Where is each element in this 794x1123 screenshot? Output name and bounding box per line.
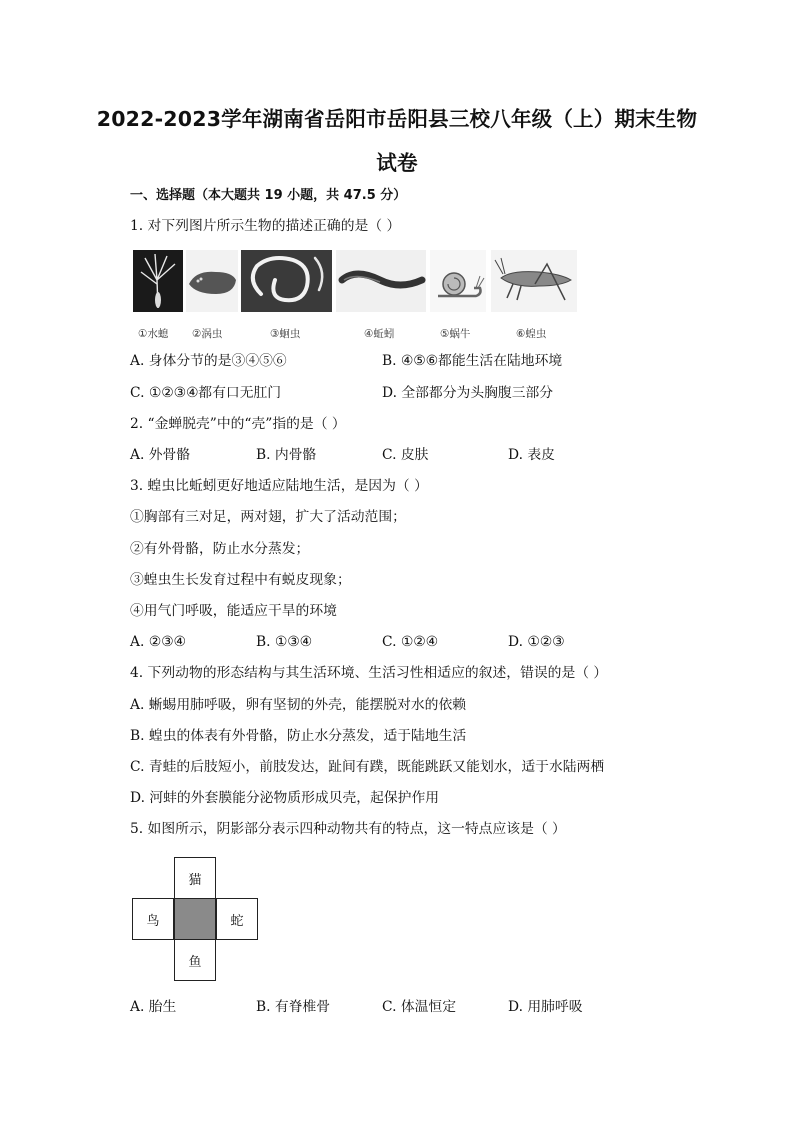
q3-option-b[interactable]: B. ①③④ (256, 634, 313, 650)
caption-grasshopper: ⑥蝗虫 (516, 328, 547, 340)
q1-option-a[interactable]: A. 身体分节的是③④⑤⑥ (130, 353, 287, 369)
question-3-stem: 3. 蝗虫比蚯蚓更好地适应陆地生活，是因为（ ） (130, 478, 428, 494)
diagram-cell-shaded (174, 898, 216, 940)
q1-option-c[interactable]: C. ①②③④都有口无肛门 (130, 385, 282, 401)
caption-hydra: ①水螅 (138, 328, 169, 340)
q3-statement-3: ③蝗虫生长发育过程中有蜕皮现象； (130, 572, 351, 588)
question-2-stem: 2. “金蝉脱壳”中的“壳”指的是（ ） (130, 416, 346, 432)
planarian-image (186, 250, 238, 312)
diagram-cell-fish: 鱼 (174, 939, 216, 981)
q2-option-b[interactable]: B. 内骨骼 (256, 447, 317, 463)
grasshopper-image (491, 250, 577, 312)
caption-roundworm: ③蛔虫 (270, 328, 301, 340)
q3-statement-4: ④用气门呼吸，能适应干旱的环境 (130, 603, 337, 619)
q1-option-d[interactable]: D. 全部都分为头胸腹三部分 (382, 385, 554, 401)
q2-option-a[interactable]: A. 外骨骼 (130, 447, 191, 463)
caption-snail: ⑤蜗牛 (440, 328, 471, 340)
q3-statement-2: ②有外骨骼，防止水分蒸发； (130, 541, 310, 557)
caption-earthworm: ④蚯蚓 (364, 328, 395, 340)
q5-option-a[interactable]: A. 胎生 (130, 999, 177, 1015)
section-heading: 一、选择题（本大题共 19 小题，共 47.5 分） (130, 188, 407, 203)
snail-image (430, 250, 486, 312)
roundworm-image (241, 250, 332, 312)
q4-option-d[interactable]: D. 河蚌的外套膜能分泌物质形成贝壳，起保护作用 (130, 790, 440, 806)
q4-option-a[interactable]: A. 蜥蜴用肺呼吸，卵有坚韧的外壳，能摆脱对水的依赖 (130, 697, 467, 713)
q4-option-b[interactable]: B. 蝗虫的体表有外骨骼，防止水分蒸发，适于陆地生活 (130, 728, 467, 744)
question-5-stem: 5. 如图所示，阴影部分表示四种动物共有的特点，这一特点应该是（ ） (130, 821, 566, 837)
q5-option-d[interactable]: D. 用肺呼吸 (508, 999, 583, 1015)
q3-option-c[interactable]: C. ①②④ (382, 634, 438, 650)
q3-statement-1: ①胸部有三对足，两对翅，扩大了活动范围； (130, 509, 406, 525)
q4-option-c[interactable]: C. 青蛙的后肢短小，前肢发达，趾间有蹼，既能跳跃又能划水，适于水陆两栖 (130, 759, 605, 775)
q3-option-d[interactable]: D. ①②③ (508, 634, 565, 650)
diagram-cell-bird: 鸟 (132, 898, 174, 940)
exam-title-line1: 2022-2023学年湖南省岳阳市岳阳县三校八年级（上）期末生物 (96, 107, 698, 131)
q5-option-b[interactable]: B. 有脊椎骨 (256, 999, 331, 1015)
q2-option-d[interactable]: D. 表皮 (508, 447, 555, 463)
caption-planarian: ②涡虫 (192, 328, 223, 340)
q2-option-c[interactable]: C. 皮肤 (382, 447, 429, 463)
exam-title-line2: 试卷 (376, 151, 418, 175)
q3-option-a[interactable]: A. ②③④ (130, 634, 186, 650)
diagram-cell-snake: 蛇 (216, 898, 258, 940)
earthworm-image (336, 250, 426, 312)
hydra-image (133, 250, 183, 312)
question-1-stem: 1. 对下列图片所示生物的描述正确的是（ ） (130, 218, 401, 234)
q1-option-b[interactable]: B. ④⑤⑥都能生活在陆地环境 (382, 353, 563, 369)
question-4-stem: 4. 下列动物的形态结构与其生活环境、生活习性相适应的叙述，错误的是（ ） (130, 665, 608, 681)
diagram-cell-cat: 猫 (174, 857, 216, 899)
q5-option-c[interactable]: C. 体温恒定 (382, 999, 457, 1015)
